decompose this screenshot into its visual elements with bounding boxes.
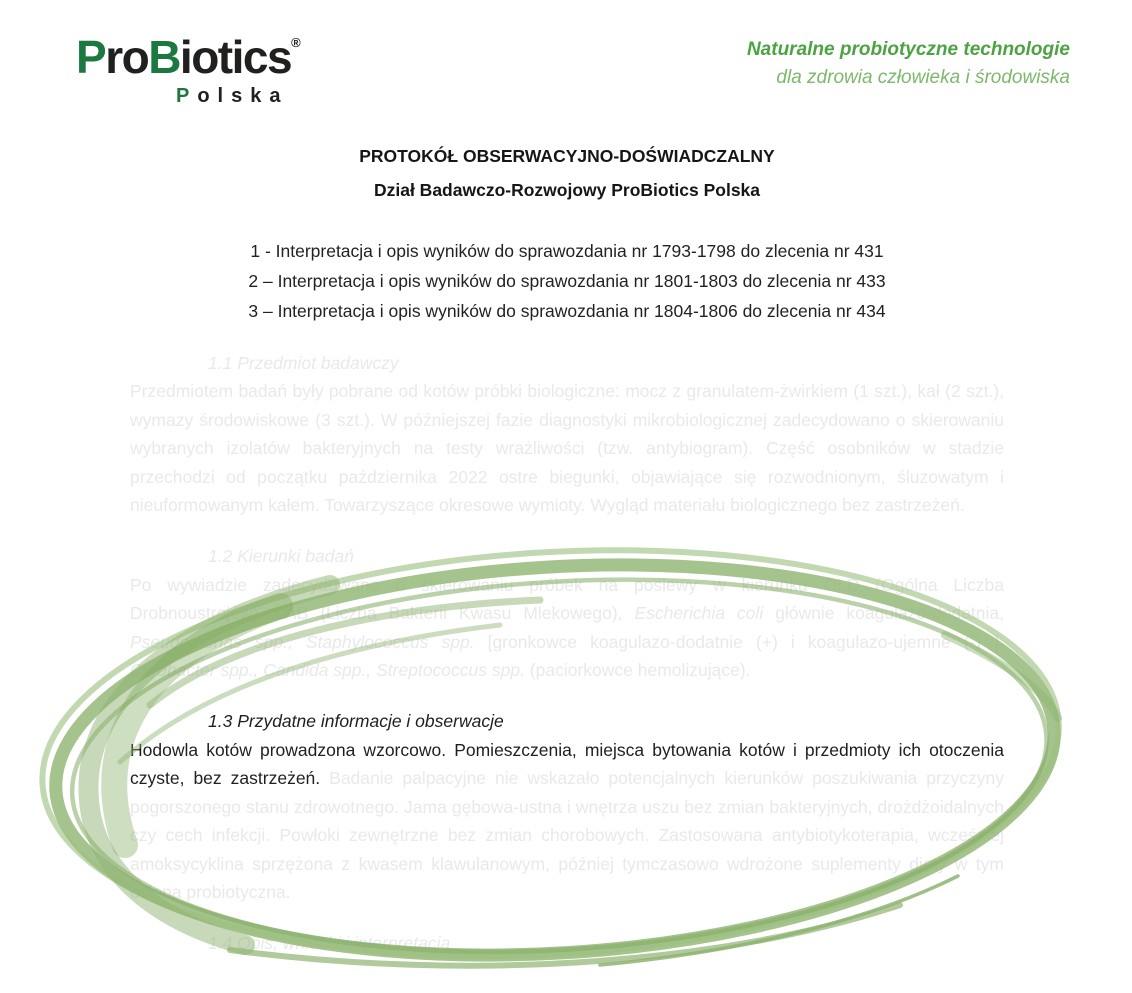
- body-text-segment: [gronkowce koagulazo-dodatnie (+) i koagulazo-ujemne (-) ],: [474, 631, 1004, 652]
- logo-text-ro: ro: [105, 31, 149, 83]
- logo-letter-b: B: [148, 31, 180, 83]
- document-title: PROTOKÓŁ OBSERWACYJNO-DOŚWIADCZALNY: [359, 146, 775, 166]
- probiotics-logo: [76, 31, 301, 107]
- tagline-line-2: dla zdrowia człowieka i środowiska: [776, 66, 1070, 88]
- logo-wordmark: [76, 31, 301, 83]
- section-1-2-body: [130, 571, 1004, 685]
- body-text-segment: głównie koagulazo-dodatnia,: [763, 603, 1005, 624]
- report-line-2: 2 – Interpretacja i opis wyników do sprawozdania nr 1801-1803 do zlecenia nr 433: [248, 271, 886, 291]
- section-1-4-heading: 1.4 Opis, wnioski i interpretacja: [208, 933, 451, 954]
- faded-body-text: Badanie palpacyjne nie wskazało potencjalnych kierunków poszukiwania przyczyny pogorszonego stanu zdrowotnego. Jama gębowa-ustna i wnętrza uszu bez zmian bakteryjnych, drożdżoidalnych czy cech infekcji. Powłoki zewnętrzne bez zmian chorobowych. Zastosowana antybiotykoterapia, wcześniej amoksycyklina sprzężona z kwasem klawulanowym, później tymczasowo wdrożone suplementy diety w tym osłona probiotyczna.: [130, 768, 1004, 902]
- section-1-1-body: Przedmiotem badań były pobrane od kotów próbki biologiczne: mocz z granulatem-żwirkiem (1 szt.), kał (2 szt.), wymazy środowiskowe (3 szt.). W późniejszej fazie diagnostyki mikrobiologicznej zadecydowano o skierowaniu wybranych izolatów bakteryjnych na testy wrażliwości (tzw. antybiogram). Część osobników w stadzie przechodzi od początku października 2022 ostre biegunki, objawiające się rozwodnionym, śluzowatym i nieuformowanym kałem. Towarzyszące okresowe wymioty. Wygląd materiału biologicznego bez zastrzeżeń.: [130, 381, 1004, 516]
- logo-subtitle-polska: [176, 86, 301, 106]
- logo-sub-text: olska: [197, 85, 289, 107]
- logo-letter-p: P: [76, 31, 106, 83]
- species-name-italic: Pseudomonas spp., Staphylococcus spp.: [130, 631, 475, 652]
- logo-sub-letter-p: P: [176, 85, 198, 107]
- body-text-segment: (paciorkowce hemolizujące).: [524, 660, 751, 681]
- section-1-1-heading: 1.1 Przedmiot badawczy: [208, 353, 399, 373]
- species-name-italic: Citrobacter spp., Candida spp., Streptococcus spp.: [130, 660, 525, 681]
- section-1-3-body: [130, 736, 1004, 906]
- report-line-3: 3 – Interpretacja i opis wyników do sprawozdania nr 1804-1806 do zlecenia nr 434: [248, 301, 886, 321]
- highlighted-readable-text: Hodowla kotów prowadzona wzorcowo. Pomieszczenia, miejsca bytowania kotów i przedmioty ich otoczenia czyste, bez zastrzeżeń.: [130, 739, 1004, 789]
- logo-text-iotics: iotics: [179, 31, 292, 83]
- registered-trademark-icon: ®: [291, 35, 301, 50]
- report-line-1: 1 - Interpretacja i opis wyników do sprawozdania nr 1793-1798 do zlecenia nr 431: [250, 241, 884, 261]
- company-tagline: [747, 36, 1070, 91]
- section-1-2-heading: 1.2 Kierunki badań: [208, 546, 354, 567]
- section-1-3-heading: 1.3 Przydatne informacje i obserwacje: [208, 711, 504, 732]
- body-text-segment: Po wywiadzie zadecydowano o skierowaniu próbek na posiewy w kierunku OLD (Ogólna Liczba Drobnoustrojów), LAB (Liczba Bakterii Kwasu Mlekowego),: [130, 574, 1004, 624]
- tagline-line-1: Naturalne probiotyczne technologie: [746, 39, 1070, 60]
- report-list: [130, 236, 1004, 326]
- document-subtitle: Dział Badawczo-Rozwojowy ProBiotics Polska: [373, 180, 761, 200]
- species-name-italic: Escherichia coli: [634, 603, 764, 624]
